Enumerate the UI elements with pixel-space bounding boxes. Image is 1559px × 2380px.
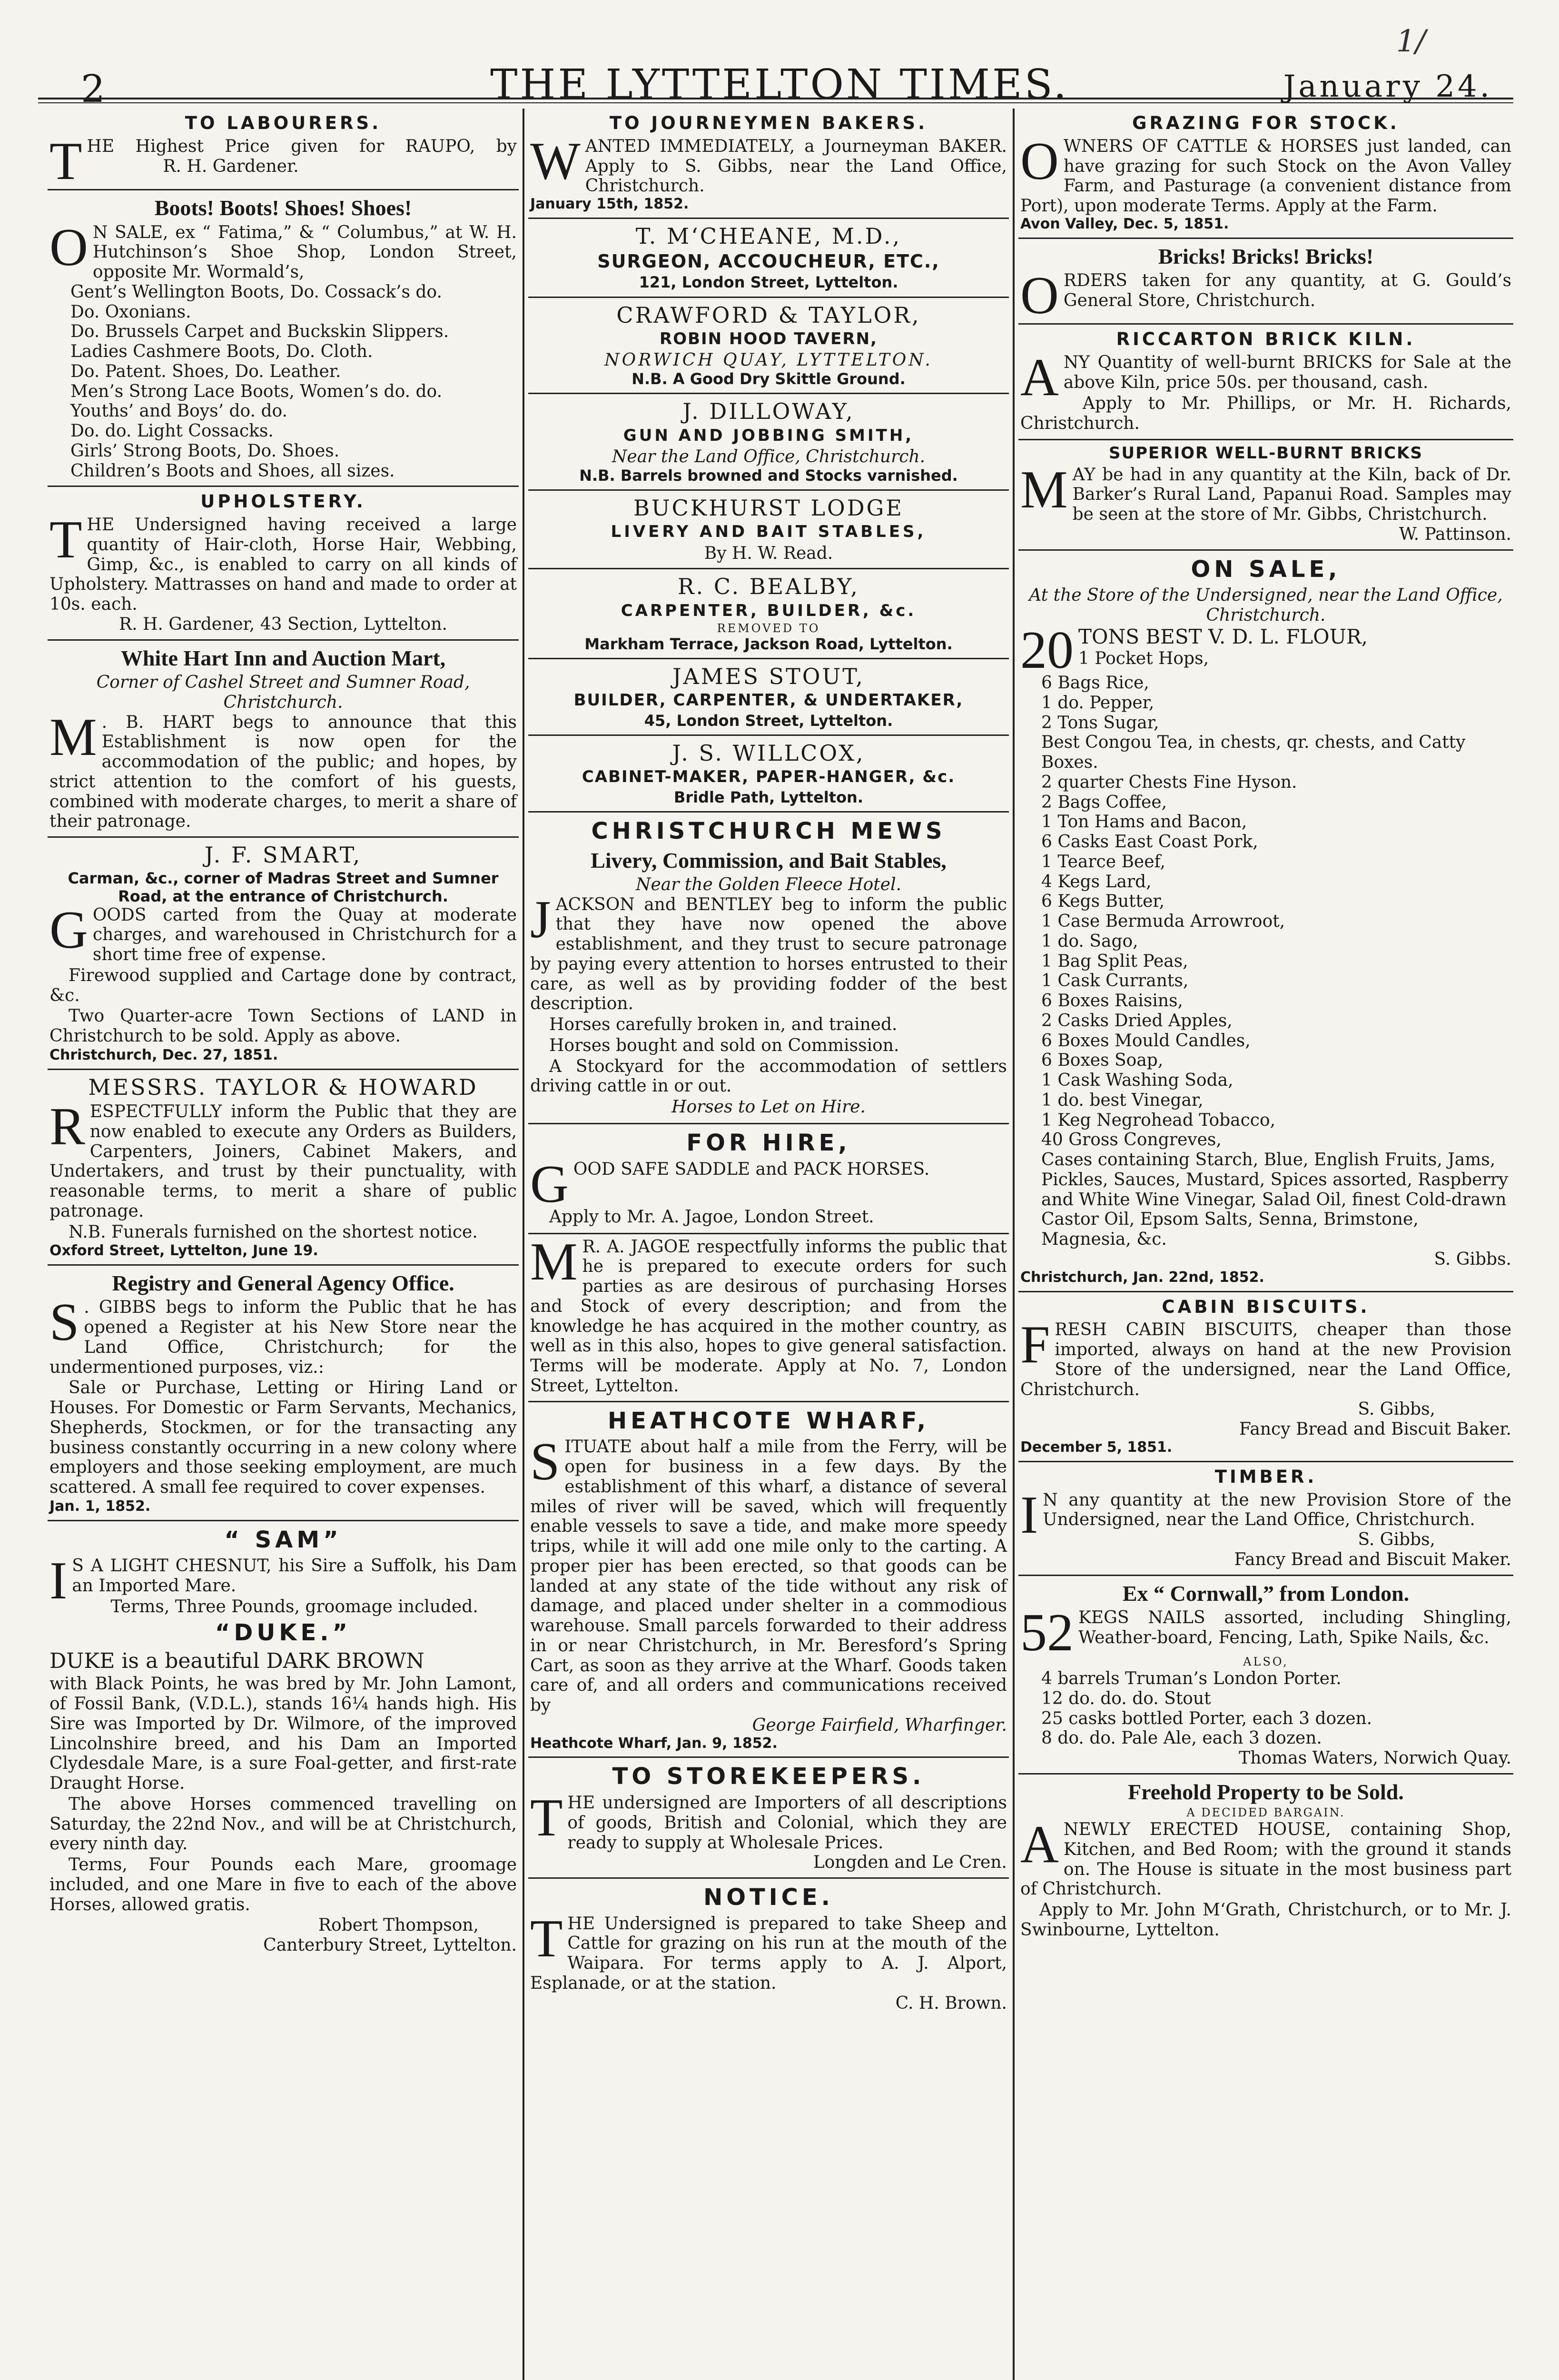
page-number: 2 bbox=[81, 67, 105, 111]
list-item: Cases containing Starch, Blue, English Fruits, Jams, Pickles, Sauces, Mustard, Spices assorted, Raspberry and White Wine Vinegar, Salad Oil, finest Cold-drawn Castor Oil, Epsom Salts, Senna, Brimstone, Magnesia, &c. bbox=[1041, 1150, 1509, 1250]
card-note: N.B. Barrels browned and Stocks varnished. bbox=[579, 466, 958, 485]
list-item: Youths’ and Boys’ do. do. bbox=[70, 401, 287, 421]
drop-cap: M bbox=[49, 707, 97, 767]
list-item: 1 Bag Split Peas, bbox=[1041, 951, 1188, 971]
card-dilloway bbox=[528, 394, 1009, 491]
ad-signature: R. H. Gardener, 43 Section, Lyttelton. bbox=[119, 614, 447, 634]
drop-cap: 20 bbox=[1020, 620, 1074, 680]
drop-cap: O bbox=[1020, 266, 1059, 326]
ad-horses bbox=[48, 1521, 519, 1960]
ad-date: Oxford Street, Lyttelton, June 19. bbox=[49, 1242, 318, 1259]
ad-heading: Freehold Property to be Sold. bbox=[1128, 1779, 1404, 1804]
drop-cap: I bbox=[1020, 1485, 1038, 1545]
ad-date: December 5, 1851. bbox=[1020, 1438, 1173, 1456]
list-item: Ladies Cashmere Boots, Do. Cloth. bbox=[70, 342, 373, 362]
ad-signature: Fancy Bread and Biscuit Baker. bbox=[1239, 1419, 1511, 1439]
ad-heading: SUPERIOR WELL-BURNT BRICKS bbox=[1109, 444, 1423, 463]
ad-signature: Fancy Bread and Biscuit Maker. bbox=[1234, 1549, 1511, 1569]
card-name: R. C. BEALBY, bbox=[678, 574, 859, 600]
column-3 bbox=[1018, 109, 1513, 2380]
list-item: 6 Casks East Coast Pork, bbox=[1041, 832, 1258, 852]
ad-subheading: Near the Golden Fleece Hotel. bbox=[635, 874, 902, 894]
ad-text: . GIBBS begs to inform the Public that he has opened a Register at his New Store near the Land Office, Christchurch; for the undermentioned purposes, viz.: bbox=[49, 1298, 517, 1377]
ad-signature: Canterbury Street, Lyttelton. bbox=[263, 1935, 517, 1955]
column-divider bbox=[523, 109, 524, 2380]
ad-signature: S. Gibbs. bbox=[1434, 1249, 1511, 1269]
ad-text: Horses bought and sold on Commission. bbox=[549, 1035, 899, 1055]
card-title: BUILDER, CARPENTER, & UNDERTAKER, bbox=[573, 691, 964, 710]
list-item: 1 Tearce Beef, bbox=[1041, 852, 1165, 872]
ad-text: N.B. Funerals furnished on the shortest notice. bbox=[69, 1222, 478, 1242]
masthead-rule bbox=[38, 98, 1513, 103]
ad-heading: ON SALE, bbox=[1191, 555, 1341, 583]
ad-heading: GRAZING FOR STOCK. bbox=[1132, 113, 1400, 133]
ad-wharf bbox=[528, 1402, 1009, 1758]
ad-signature: Longden and Le Cren. bbox=[813, 1853, 1007, 1873]
list-item: 12 do. do. do. Stout bbox=[1041, 1688, 1211, 1708]
ad-grazing bbox=[1018, 109, 1513, 239]
card-address: 121, London Street, Lyttelton. bbox=[639, 273, 898, 292]
card-name: T. M‘CHEANE, M.D., bbox=[635, 223, 902, 249]
card-by: By H. W. Read. bbox=[704, 543, 833, 563]
ad-text: Firewood supplied and Cartage done by contract, &c. bbox=[49, 965, 517, 1005]
ad-notice bbox=[528, 1879, 1009, 2018]
card-stout bbox=[528, 659, 1009, 736]
column-2 bbox=[528, 109, 1009, 2380]
list-item: 1 do. Sago, bbox=[1041, 931, 1138, 951]
ad-heading: “DUKE.” bbox=[215, 1619, 352, 1646]
ad-text: Apply to Mr. A. Jagoe, London Street. bbox=[549, 1207, 874, 1227]
ad-also: ALSO, bbox=[1243, 1655, 1289, 1669]
list-item: 1 Cask Currants, bbox=[1041, 971, 1189, 991]
ad-signature: S. Gibbs, bbox=[1358, 1399, 1435, 1419]
ad-subheading: Livery, Commission, and Bait Stables, bbox=[591, 848, 947, 873]
drop-cap: 52 bbox=[1020, 1603, 1074, 1662]
ad-text: Horses carefully broken in, and trained. bbox=[549, 1015, 898, 1035]
ad-text: HE Highest Price given for RAUPO, by bbox=[87, 136, 517, 156]
column-divider bbox=[1013, 109, 1015, 2380]
card-title: SURGEON, ACCOUCHEUR, ETC., bbox=[597, 251, 940, 272]
drop-cap: M bbox=[530, 1232, 578, 1291]
ad-text: HE undersigned are Importers of all descriptions of goods, British and Colonial, which they are ready to supply at Wholesale Prices. bbox=[567, 1793, 1007, 1853]
drop-cap: O bbox=[49, 218, 88, 277]
card-removed: REMOVED TO bbox=[717, 622, 820, 635]
ad-text: Two Quarter-acre Town Sections of LAND in Christchurch to be sold. Apply as above. bbox=[49, 1006, 517, 1046]
ad-jagoe bbox=[528, 1234, 1009, 1402]
card-address: Markham Terrace, Jackson Road, Lyttelton. bbox=[584, 635, 953, 653]
ad-text: N any quantity at the new Provision Store of the Undersigned, near the Land Office, Christchurch. bbox=[1043, 1490, 1511, 1530]
ad-subheading: At the Store of the Undersigned, near the Land Office, Christchurch. bbox=[1029, 585, 1503, 625]
ad-text: Apply to Mr. John M‘Grath, Christchurch, or to Mr. J. Swinbourne, Lyttelton. bbox=[1020, 1900, 1511, 1940]
drop-cap: O bbox=[1020, 131, 1059, 191]
list-item: 6 Boxes Raisins, bbox=[1041, 991, 1184, 1011]
card-place: NORWICH QUAY, LYTTELTON. bbox=[604, 350, 933, 370]
list-item: 1 Ton Hams and Bacon, bbox=[1041, 812, 1247, 832]
list-item: 6 Boxes Mould Candles, bbox=[1041, 1031, 1251, 1051]
ad-heading: J. F. SMART, bbox=[204, 842, 362, 868]
list-item: 2 Tons Sugar, bbox=[1041, 713, 1159, 733]
drop-cap: S bbox=[49, 1293, 79, 1352]
ad-signature: George Fairfield, Wharfinger. bbox=[752, 1715, 1007, 1735]
ad-text: TONS BEST V. D. L. FLOUR, bbox=[1078, 625, 1368, 648]
ad-terms: Terms, Three Pounds, groomage included. bbox=[110, 1597, 478, 1616]
ad-freehold bbox=[1018, 1775, 1513, 1946]
ad-heading: TO STOREKEEPERS. bbox=[612, 1763, 925, 1790]
ad-subheading: A DECIDED BARGAIN. bbox=[1186, 1806, 1345, 1820]
ad-text: ANTED IMMEDIATELY, a Journeyman BAKER. Apply to S. Gibbs, near the Land Office, Christchurch. bbox=[585, 136, 1007, 196]
card-title: LIVERY AND BAIT STABLES, bbox=[611, 522, 927, 542]
ad-text: The above Horses commenced travelling on Saturday, the 22nd Nov., and will be at Christchurch, every ninth day. bbox=[49, 1794, 517, 1854]
card-name: J. S. WILLCOX, bbox=[672, 740, 865, 766]
ad-signature: W. Pattinson. bbox=[1399, 524, 1511, 544]
drop-cap: T bbox=[49, 131, 82, 191]
card-buckhurst bbox=[528, 491, 1009, 570]
ad-heading: TO JOURNEYMEN BAKERS. bbox=[609, 113, 928, 133]
ad-boots bbox=[48, 190, 519, 487]
card-name: JAMES STOUT, bbox=[672, 664, 865, 690]
drop-cap: T bbox=[49, 510, 82, 570]
list-item: 4 Kegs Lard, bbox=[1041, 872, 1152, 892]
drop-cap: M bbox=[1020, 460, 1068, 519]
drop-cap: T bbox=[530, 1909, 563, 1968]
card-address: 45, London Street, Lyttelton. bbox=[644, 711, 893, 730]
list-item: 1 do. Pepper, bbox=[1041, 693, 1154, 713]
ad-heading: HEATHCOTE WHARF, bbox=[607, 1407, 930, 1434]
drop-cap: T bbox=[530, 1788, 563, 1848]
list-item: Do. Patent. Shoes, Do. Leather. bbox=[70, 361, 341, 381]
ad-text: NEWLY ERECTED HOUSE, containing Shop, Kitchen, and Bed Room; with the ground it stands on. The House is situate in the most business part of Christchurch. bbox=[1020, 1820, 1511, 1899]
card-title: ROBIN HOOD TAVERN, bbox=[660, 329, 878, 348]
ad-upholstery bbox=[48, 487, 519, 640]
ad-text: ESPECTFULLY inform the Public that they are now enabled to execute any Orders as Builders, Carpenters, Joiners, Cabinet Makers, and Undertakers, and trust by their punctuality, with reasonable terms, to merit a share of public patronage. bbox=[49, 1102, 517, 1221]
newspaper-title: THE LYTTELTON TIMES. bbox=[490, 61, 1069, 109]
card-title: CABINET-MAKER, PAPER-HANGER, &c. bbox=[582, 767, 956, 787]
ad-text: KEGS NAILS assorted, including Shingling, Weather-board, Fencing, Lath, Spike Nails, &c. bbox=[1078, 1607, 1511, 1647]
card-place: Near the Land Office, Christchurch. bbox=[612, 446, 926, 466]
list-item: 1 Case Bermuda Arrowroot, bbox=[1041, 912, 1285, 932]
ad-text: ACKSON and BENTLEY beg to inform the public that they have now opened the above establishment, and they trust to secure patronage by paying every attention to horses entrusted to their care, as well as by providing fodder of the best description. bbox=[530, 894, 1007, 1014]
card-title: GUN AND JOBBING SMITH, bbox=[623, 426, 914, 445]
ad-text: R. A. JAGOE respectfully informs the public that he is prepared to execute orders for such parties as are desirous of purchasing Horses and Stock of every description; and from the knowledge he has acquired in the mother country, as well as in this also, hopes to give general satisfaction. Terms will be moderate. Apply at No. 7, London Street, Lyttelton. bbox=[530, 1237, 1007, 1396]
ad-heading: UPHOLSTERY. bbox=[200, 491, 366, 512]
ad-labourers bbox=[48, 109, 519, 190]
ad-taylor-howard bbox=[48, 1070, 519, 1266]
drop-cap: A bbox=[1020, 1815, 1059, 1874]
ad-signature: Thomas Waters, Norwich Quay. bbox=[1239, 1748, 1511, 1768]
list-item: 6 Kegs Butter, bbox=[1041, 892, 1165, 912]
list-item: Do. do. Light Cossacks. bbox=[70, 421, 274, 441]
list-item: 2 quarter Chests Fine Hyson. bbox=[1041, 772, 1297, 792]
card-address: Bridle Path, Lyttelton. bbox=[674, 788, 863, 806]
ad-for-hire bbox=[528, 1124, 1009, 1234]
card-willcox bbox=[528, 736, 1009, 813]
card-title: CARPENTER, BUILDER, &c. bbox=[621, 601, 917, 620]
ad-text: NY Quantity of well-burnt BRICKS for Sale at the above Kiln, price 50s. per thousand, cash. bbox=[1063, 353, 1511, 393]
list-item: Do. Brussels Carpet and Buckskin Slippers. bbox=[70, 322, 449, 342]
ad-signature: R. H. Gardener. bbox=[163, 156, 299, 176]
ad-text: OOD SAFE SADDLE and PACK HORSES. bbox=[573, 1159, 930, 1179]
ad-signature: Robert Thompson, bbox=[318, 1915, 479, 1935]
ad-heading: CHRISTCHURCH MEWS bbox=[591, 817, 946, 844]
card-name: CRAWFORD & TAYLOR, bbox=[616, 302, 921, 328]
card-name: BUCKHURST LODGE bbox=[633, 495, 904, 521]
list-item: 1 Keg Negrohead Tobacco, bbox=[1041, 1110, 1276, 1130]
ad-heading: “ SAM” bbox=[224, 1526, 342, 1553]
list-item: 1 do. best Vinegar, bbox=[1041, 1090, 1204, 1110]
ad-text: RESH CABIN BISCUITS, cheaper than those imported, always on hand at the new Provision Store of the undersigned, near the Land Office, Christchurch. bbox=[1020, 1320, 1511, 1399]
ad-text: Sale or Purchase, Letting or Hiring Land or Houses. For Domestic or Farm Servants, Mechanics, Shepherds, Stockmen, or for the transacting any business constantly occurring in a new colony where employers and those seeking employment, are much scattered. A small fee required to cover expenses. bbox=[49, 1378, 517, 1497]
ad-text: A Stockyard for the accommodation of settlers driving cattle in or out. bbox=[530, 1056, 1007, 1096]
column-1 bbox=[48, 109, 519, 2380]
card-bealby bbox=[528, 569, 1009, 659]
drop-cap: W bbox=[530, 131, 581, 191]
list-item: 8 do. do. Pale Ale, each 3 dozen. bbox=[1041, 1728, 1322, 1748]
ad-heading: NOTICE. bbox=[703, 1884, 834, 1911]
ad-text: RDERS taken for any quantity, at G. Gould’s General Store, Christchurch. bbox=[1063, 271, 1511, 310]
ad-text: HE Undersigned having received a large quantity of Hair-cloth, Horse Hair, Webbing, Gimp, &c., is enabled to carry on all kinds of Upholstery. Mattrasses on hand and made to order at 10s. each. bbox=[49, 515, 517, 615]
list-item: 2 Bags Coffee, bbox=[1041, 792, 1167, 812]
ad-white-hart bbox=[48, 641, 519, 838]
ad-on-sale bbox=[1018, 551, 1513, 1292]
drop-cap: A bbox=[1020, 348, 1059, 407]
ad-date: Avon Valley, Dec. 5, 1851. bbox=[1020, 215, 1229, 232]
list-item: Men’s Strong Lace Boots, Women’s do. do. bbox=[70, 381, 443, 401]
card-note: N.B. A Good Dry Skittle Ground. bbox=[631, 370, 906, 388]
list-item: Do. Oxonians. bbox=[70, 302, 191, 322]
ad-text: S A LIGHT CHESNUT, his Sire a Suffolk, his Dam an Imported Mare. bbox=[72, 1556, 517, 1596]
ad-text: OODS carted from the Quay at moderate charges, and warehoused in Christchurch for a short time free of expense. bbox=[92, 905, 517, 965]
ad-text: DUKE is a beautiful DARK BROWN bbox=[49, 1649, 424, 1674]
ad-heading: CABIN BISCUITS. bbox=[1162, 1296, 1370, 1317]
ad-text: with Black Points, he was bred by Mr. John Lamont, of Fossil Bank, (V.D.L.), stands 16¼ hands high. His Sire was Imported by Dr. Wilmore, of the improved Lincolnshire breed, and his Dam an Imported Clydesdale Mare, is a sure Foal-getter, and first-rate Draught Horse. bbox=[49, 1674, 517, 1794]
ad-date: Jan. 1, 1852. bbox=[49, 1497, 151, 1515]
ad-text: Horses to Let on Hire. bbox=[671, 1097, 866, 1117]
ad-text: N SALE, ex “ Fatima,” & “ Columbus,” at W. H. Hutchinson’s Shoe Shop, London Street, opposite Mr. Wormald’s, bbox=[92, 222, 517, 282]
list-item: 6 Boxes Soap, bbox=[1041, 1051, 1164, 1071]
drop-cap: I bbox=[49, 1551, 68, 1611]
drop-cap: J bbox=[530, 890, 551, 949]
list-item: 6 Bags Rice, bbox=[1041, 673, 1149, 693]
card-crawford bbox=[528, 298, 1009, 395]
ad-heading: White Hart Inn and Auction Mart, bbox=[120, 645, 446, 670]
ad-cornwall bbox=[1018, 1576, 1513, 1775]
ad-date: Christchurch, Dec. 27, 1851. bbox=[49, 1046, 278, 1063]
ad-signature: C. H. Brown. bbox=[895, 1993, 1007, 2013]
ad-text: HE Undersigned is prepared to take Sheep and Cattle for grazing on his run at the mouth of the Waipara. For terms apply to A. J. Alport, Esplanade, or at the station. bbox=[530, 1914, 1007, 1993]
drop-cap: R bbox=[49, 1097, 85, 1157]
ad-date: Heathcote Wharf, Jan. 9, 1852. bbox=[530, 1735, 778, 1752]
list-item: 2 Casks Dried Apples, bbox=[1041, 1011, 1233, 1031]
ad-timber bbox=[1018, 1462, 1513, 1576]
list-item: 1 Pocket Hops, bbox=[1078, 648, 1209, 668]
ad-text: ITUATE about half a mile from the Ferry, will be open for business in a few days. By the establishment of this wharf, a distance of several miles of river will be saved, which will frequently enable vessels to save a tide, and make more speedy trips, while it will add one mile only to the carting. A proper pier has been erected, so that goods can be landed at any state of the tide without any risk of damage, and placed under shelter in a commodious warehouse. Small parcels forwarded to their address in or near Christchurch, in Mr. Beresford’s Spring Cart, as soon as they arrive at the Wharf. Goods taken care of, and all orders and communications received by bbox=[530, 1437, 1007, 1716]
drop-cap: S bbox=[530, 1432, 560, 1492]
card-mcheane bbox=[528, 219, 1009, 298]
ad-heading: Bricks! Bricks! Bricks! bbox=[1158, 244, 1374, 268]
ad-heading: RICCARTON BRICK KILN. bbox=[1116, 329, 1416, 350]
ad-bricks bbox=[1018, 239, 1513, 325]
drop-cap: G bbox=[49, 900, 88, 960]
ad-heading: TIMBER. bbox=[1214, 1466, 1317, 1487]
ad-mews bbox=[528, 813, 1009, 1124]
ad-heading: FOR HIRE, bbox=[686, 1129, 851, 1156]
ad-heading: MESSRS. TAYLOR & HOWARD bbox=[88, 1074, 478, 1100]
ad-text: WNERS OF CATTLE & HORSES just landed, can have grazing for such Stock on the Avon Valley Farm, and Pasturage (a convenient distance from Port), upon moderate Terms. Apply at the Farm. bbox=[1020, 136, 1511, 216]
list-item: Gent’s Wellington Boots, Do. Cossack’s do. bbox=[70, 282, 442, 302]
ad-smart bbox=[48, 838, 519, 1070]
list-item: 4 barrels Truman’s London Porter. bbox=[1041, 1669, 1342, 1689]
list-item: 25 casks bottled Porter, each 3 dozen. bbox=[1041, 1708, 1372, 1728]
ad-date: Christchurch, Jan. 22nd, 1852. bbox=[1020, 1269, 1264, 1286]
drop-cap: F bbox=[1020, 1315, 1050, 1375]
issue-date: January 24. bbox=[1283, 69, 1492, 104]
ad-signature: S. Gibbs, bbox=[1358, 1530, 1435, 1550]
ad-subheading: Carman, &c., corner of Madras Street and Sumner Road, at the entrance of Christchurch. bbox=[68, 869, 499, 905]
ad-text: AY be had in any quantity at the Kiln, back of Dr. Barker’s Rural Land, Papanui Road. Samples may be seen at the store of Mr. Gibbs, Christchurch. bbox=[1072, 465, 1511, 525]
ad-text: Apply to Mr. Phillips, or Mr. H. Richards, Christchurch. bbox=[1020, 393, 1511, 433]
list-item: Children’s Boots and Shoes, all sizes. bbox=[70, 461, 395, 481]
ad-riccarton bbox=[1018, 325, 1513, 440]
drop-cap: G bbox=[530, 1154, 569, 1214]
ad-biscuits bbox=[1018, 1292, 1513, 1462]
card-name: J. DILLOWAY, bbox=[682, 398, 855, 425]
ad-bakers bbox=[528, 109, 1009, 219]
ad-heading: TO LABOURERS. bbox=[185, 113, 382, 133]
ad-subheading: Corner of Cashel Street and Sumner Road, Christchurch. bbox=[96, 673, 470, 712]
handwritten-mark: 1/ bbox=[1396, 24, 1426, 59]
ad-text: . B. HART begs to announce that this Establishment is now open for the accommodation of the public; and hopes, by strict attention to the comfort of his guests, combined with moderate charges, to merit a share of their patronage. bbox=[49, 712, 517, 832]
ad-heading: Boots! Boots! Shoes! Shoes! bbox=[154, 196, 412, 220]
ad-superior-bricks bbox=[1018, 440, 1513, 550]
list-item: Best Congou Tea, in chests, qr. chests, and Catty Boxes. bbox=[1041, 733, 1466, 773]
list-item: 1 Cask Washing Soda, bbox=[1041, 1071, 1233, 1091]
list-item: Girls’ Strong Boots, Do. Shoes. bbox=[70, 441, 340, 461]
ad-registry bbox=[48, 1266, 519, 1521]
ad-text: Terms, Four Pounds each Mare, groomage included, and one Mare in five to each of the above Horses, allowed gratis. bbox=[49, 1855, 517, 1914]
ad-heading: Registry and General Agency Office. bbox=[112, 1271, 454, 1296]
ad-date: January 15th, 1852. bbox=[530, 196, 689, 213]
ad-heading: Ex “ Cornwall,” from London. bbox=[1122, 1581, 1410, 1606]
list-item: 40 Gross Congreves, bbox=[1041, 1130, 1222, 1150]
ad-storekeepers bbox=[528, 1758, 1009, 1879]
